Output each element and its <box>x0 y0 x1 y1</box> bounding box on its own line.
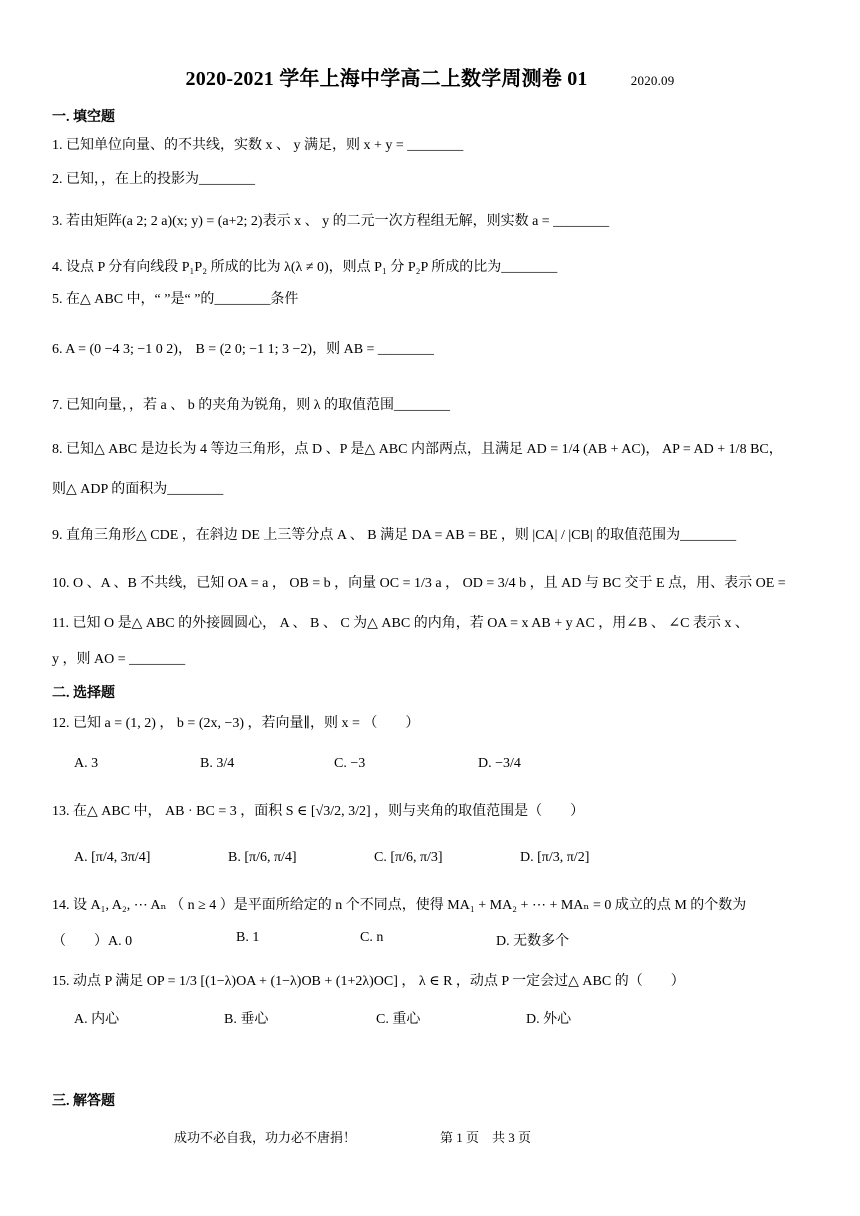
footer-page-number: 第 1 页 共 3 页 <box>440 1130 532 1145</box>
option-d: D. 无数多个 <box>496 934 570 949</box>
question-10: 10. O 、A 、B 不共线，已知 OA = a ， OB = b ，向量 OC = 1/3 a ， OD = 3/4 b ，且 AD 与 BC 交于 E 点，用、表示 OE = <box>52 576 786 591</box>
option-c: C. −3 <box>334 756 366 771</box>
question-6: 6. A = (0 −4 3; −1 0 2)， B = (2 0; −1 1; 3 −2)，则 AB = ________ <box>52 342 434 357</box>
title-text: 2020-2021 学年上海中学高二上数学周测卷 01 <box>185 68 588 90</box>
option-d: D. −3/4 <box>478 756 521 771</box>
option-c: C. [π/6, π/3] <box>374 850 443 865</box>
question-7: 7. 已知向量，，若 a 、 b 的夹角为锐角，则 λ 的取值范围________ <box>52 398 451 413</box>
option-a: （ ）A. 0 <box>52 934 133 949</box>
question-3: 3. 若由矩阵(a 2; 2 a)(x; y) = (a+2; 2)表示 x 、 y 的二元一次方程组无解，则实数 a = ________ <box>52 214 610 229</box>
section-choice-heading: 二. 选择题 <box>52 686 115 701</box>
section-answer-heading: 三. 解答题 <box>52 1094 115 1109</box>
option-a: A. 内心 <box>74 1012 120 1027</box>
option-b: B. [π/6, π/4] <box>228 850 297 865</box>
question-4: 4. 设点 P 分有向线段 P₁P₂ 所成的比为 λ(λ ≠ 0)，则点 P₁ 分 P₂P 所成的比为________ <box>52 260 558 275</box>
option-b: B. 1 <box>236 930 260 945</box>
option-b: B. 3/4 <box>200 756 235 771</box>
option-a: A. [π/4, 3π/4] <box>74 850 151 865</box>
option-b: B. 垂心 <box>224 1012 269 1027</box>
question-11-line-1: 11. 已知 O 是△ ABC 的外接圆圆心， A 、 B 、 C 为△ ABC 的内角，若 OA = x AB + y AC ，用∠B 、 ∠C 表示 x 、 <box>52 616 749 631</box>
question-12: 12. 已知 a = (1, 2) ， b = (2x, −3) ，若向量∥，则 x = （ ） <box>52 716 420 731</box>
question-9: 9. 直角三角形△ CDE ，在斜边 DE 上三等分点 A 、 B 满足 DA = AB = BE ，则 |CA| / |CB| 的取值范围为________ <box>52 528 737 543</box>
question-14: 14. 设 A₁, A₂, ⋯ Aₙ （ n ≥ 4 ）是平面所给定的 n 个不同点，使得 MA₁ + MA₂ + ⋯ + MAₙ = 0 成立的点 M 的个数为 <box>52 898 747 913</box>
question-1: 1. 已知单位向量、的不共线，实数 x 、 y 满足，则 x + y = ________ <box>52 138 464 153</box>
option-d: D. [π/3, π/2] <box>520 850 590 865</box>
question-5: 5. 在△ ABC 中，“ ”是“ ”的________条件 <box>52 292 299 307</box>
section-fill-heading: 一. 填空题 <box>52 110 115 125</box>
option-d: D. 外心 <box>526 1012 572 1027</box>
question-8-line-1: 8. 已知△ ABC 是边长为 4 等边三角形，点 D 、P 是△ ABC 内部两点，且满足 AD = 1/4 (AB + AC)， AP = AD + 1/8 BC， <box>52 442 783 457</box>
title-date: 2020.09 <box>630 73 675 88</box>
page-title <box>0 62 860 91</box>
option-c: C. 重心 <box>376 1012 421 1027</box>
question-13: 13. 在△ ABC 中， AB · BC = 3 ，面积 S ∈ [√3/2, 3/2] ，则与夹角的取值范围是（ ） <box>52 804 585 819</box>
option-c: C. n <box>360 930 384 945</box>
question-11-line-2: y ，则 AO = ________ <box>52 652 186 667</box>
option-a: A. 3 <box>74 756 99 771</box>
question-2: 2. 已知，，在上的投影为________ <box>52 172 255 187</box>
footer-motto: 成功不必自我，功力必不唐捐！ <box>174 1130 357 1145</box>
question-15: 15. 动点 P 满足 OP = 1/3 [(1−λ)OA + (1−λ)OB + (1+2λ)OC] ， λ ∈ R ，动点 P 一定会过△ ABC 的（ ） <box>52 974 685 989</box>
question-8-line-2: 则△ ADP 的面积为________ <box>52 482 224 497</box>
